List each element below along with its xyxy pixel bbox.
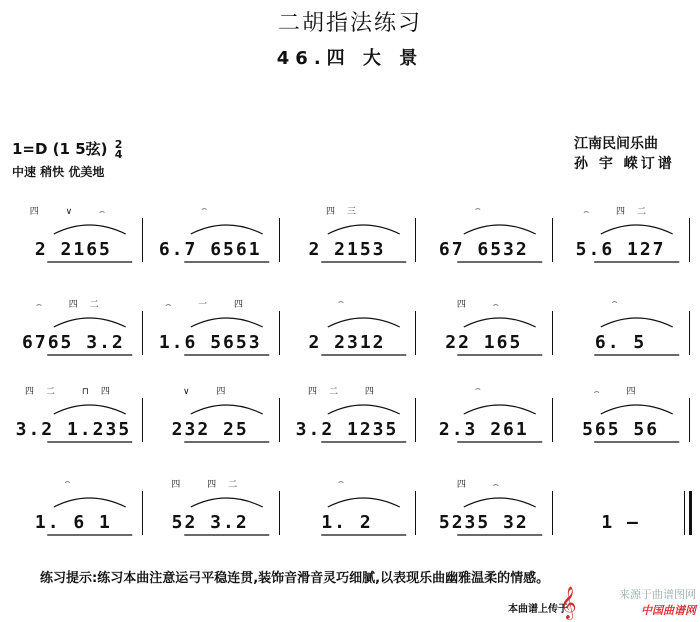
score-line — [8, 370, 692, 460]
measure — [282, 283, 413, 373]
measure-notes: 52 3.2 — [171, 512, 249, 533]
measure-notes: 22 165 — [445, 332, 523, 353]
barline — [415, 311, 416, 355]
measure-notes: 565 56 — [582, 419, 660, 440]
fingering-marks: ⌢ — [64, 477, 83, 487]
watermark-line2: 中国曲谱网 — [641, 604, 696, 617]
fingering-marks: ⌢ — [474, 204, 493, 214]
measure-notes: 1. 6 1 — [34, 512, 112, 533]
watermark-line1: 来源于曲谱图网 — [619, 588, 696, 601]
barline — [689, 491, 692, 535]
score-line — [8, 190, 692, 280]
treble-clef-icon: 𝄞 — [560, 586, 577, 619]
barline — [552, 218, 553, 262]
meter-top: 2 — [114, 137, 123, 151]
slur-mark — [555, 305, 686, 335]
measure-notes: 1 – — [601, 512, 640, 533]
measure-notes: 5235 32 — [438, 512, 529, 533]
barline — [279, 398, 280, 442]
barline — [279, 491, 280, 535]
barline — [142, 218, 143, 262]
measure-notes: 2 2312 — [308, 332, 386, 353]
barline — [142, 491, 143, 535]
origin-label: 江南民间乐曲 — [574, 136, 658, 152]
measure — [145, 283, 276, 373]
measure — [282, 463, 413, 553]
fingering-marks: ∨ 四 — [182, 387, 238, 397]
barline — [279, 218, 280, 262]
page-title: 二胡指法练习 — [277, 11, 422, 36]
measure — [145, 190, 276, 280]
fingering-marks: ⌢ — [338, 477, 356, 487]
measure-notes: 3.2 1235 — [295, 419, 399, 440]
score-line — [8, 283, 692, 373]
measure — [418, 370, 549, 460]
fingering-marks: 四二 四 — [308, 387, 386, 397]
fingering-marks: ⌢ — [611, 297, 630, 307]
barline — [552, 491, 553, 535]
footer-note: 本曲谱上传于 — [508, 604, 568, 615]
score-line — [8, 463, 692, 553]
measure — [418, 190, 549, 280]
barline — [279, 311, 280, 355]
measure — [418, 463, 549, 553]
slur-mark — [282, 485, 413, 515]
slur-mark — [282, 305, 413, 335]
measure-notes: 2 2165 — [34, 239, 112, 260]
time-signature — [114, 137, 123, 161]
measure-notes: 3.2 1.235 — [15, 419, 132, 440]
measure-notes: 5.6 127 — [575, 239, 666, 260]
measure — [8, 283, 139, 373]
fingering-marks: 四二 ⊓四 — [24, 387, 122, 397]
tempo-marking: 中速 稍快 优美地 — [12, 165, 105, 179]
fingering-marks: 四 ∨ ⌢ — [29, 207, 118, 217]
slur-mark — [8, 485, 139, 515]
barline — [689, 398, 690, 442]
measure — [555, 283, 686, 373]
measure-notes: 6. 5 — [594, 332, 647, 353]
piece-title: 46.四 大 景 — [276, 48, 424, 69]
measure-notes: 232 25 — [171, 419, 249, 440]
slur-mark — [418, 392, 549, 422]
key-signature — [12, 138, 122, 160]
barline — [415, 218, 416, 262]
measure — [8, 463, 139, 553]
fingering-marks: ⌢ — [474, 384, 493, 394]
measure — [555, 463, 686, 553]
measure — [418, 283, 549, 373]
measure-notes: 2.3 261 — [438, 419, 529, 440]
fingering-marks: 四 ⌢ — [456, 480, 511, 490]
barline — [142, 398, 143, 442]
fingering-marks: ⌢ — [201, 204, 220, 214]
fingering-marks: 四 四二 — [171, 480, 250, 490]
measure-notes: 67 6532 — [438, 239, 529, 260]
fingering-marks: 四 ⌢ — [456, 300, 511, 310]
fingering-marks: ⌢ 四二 — [583, 207, 658, 217]
fingering-marks: ⌢ 一 四 — [165, 300, 256, 310]
measure-notes: 6.7 6561 — [158, 239, 262, 260]
barline — [415, 398, 416, 442]
meter-bottom: 4 — [114, 147, 123, 161]
barline — [142, 311, 143, 355]
fingering-marks: ⌢ 四 — [593, 387, 648, 397]
barline — [689, 218, 690, 262]
measure-notes: 2 2153 — [308, 239, 386, 260]
arranger-label: 孙 宇 嵘订谱 — [574, 156, 675, 172]
measure — [145, 463, 276, 553]
practice-tip: 练习提示:练习本曲注意运弓平稳连贯,装饰音滑音灵巧细腻,以表现乐曲幽雅温柔的情感。 — [40, 571, 550, 586]
measure — [555, 370, 686, 460]
measure-notes: 6765 3.2 — [22, 332, 125, 353]
slur-mark — [145, 212, 276, 242]
fingering-marks: ⌢ 四二 — [36, 300, 111, 310]
fingering-marks: 四三 — [325, 207, 368, 217]
measure-notes: 1.6 5653 — [158, 332, 262, 353]
slur-mark — [418, 212, 549, 242]
watermark — [560, 586, 698, 620]
measure — [8, 190, 139, 280]
measure — [8, 370, 139, 460]
barline — [415, 491, 416, 535]
fingering-marks: ⌢ — [338, 297, 356, 307]
measure — [555, 190, 686, 280]
measure-notes: 1. 2 — [321, 512, 373, 533]
measure — [282, 190, 413, 280]
measure — [282, 370, 413, 460]
barline — [552, 398, 553, 442]
barline — [552, 311, 553, 355]
barline — [689, 311, 690, 355]
key-label: 1=D (1 5弦) — [12, 140, 108, 158]
measure — [145, 370, 276, 460]
